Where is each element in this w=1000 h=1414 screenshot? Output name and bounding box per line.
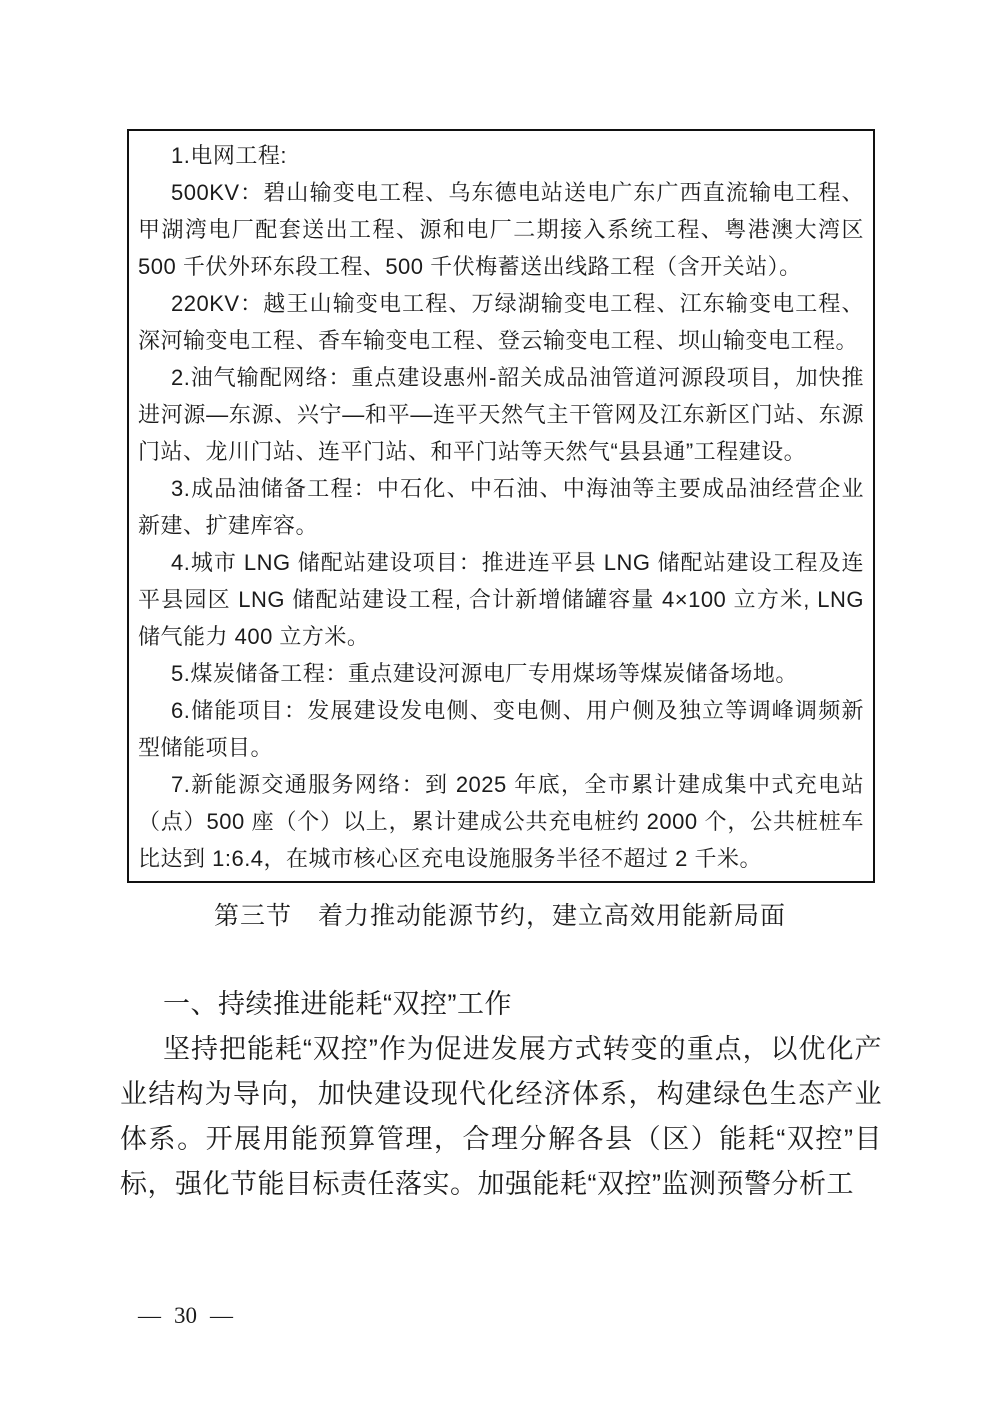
page-footer [138,1303,233,1329]
box-paragraph-oil-gas-network: 2.油气输配网络：重点建设惠州-韶关成品油管道河源段项目，加快推进河源—东源、兴宁—和平—连平天然气主干管网及江东新区门站、东源门站、龙川门站、连平门站、和平门站等天然气“县县通”工程建设。 [138,365,864,464]
box-paragraph-coal-reserve: 5.煤炭储备工程：重点建设河源电厂专用煤场等煤炭储备场地。 [171,661,798,686]
section-heading: 第三节 着力推动能源节约，建立高效用能新局面 [213,902,786,930]
box-paragraph-220kv: 220KV：越王山输变电工程、万绿湖输变电工程、江东输变电工程、深河输变电工程、香车输变电工程、登云输变电工程、坝山输变电工程。 [138,291,864,353]
box-paragraph-500kv: 500KV：碧山输变电工程、乌东德电站送电广东广西直流输电工程、甲湖湾电厂配套送出工程、源和电厂二期接入系统工程、粤港澳大湾区 500 千伏外环东段工程、500 千伏梅蓄送出线路工程（含开关站）。 [138,180,864,279]
subsection-heading: 一、持续推进能耗“双控”工作 [163,989,512,1019]
box-paragraph-ev-charging: 7.新能源交通服务网络：到 2025 年底，全市累计建成集中式充电站（点）500 座（个）以上，累计建成公共充电桩约 2000 个，公共桩桩车比达到 1:6.4，在城市核心区充电设施服务半径不超过 2 千米。 [138,772,864,871]
body-text-block [120,982,882,1207]
box-paragraph-lng-station: 4.城市 LNG 储配站建设项目：推进连平县 LNG 储配站建设工程及连平县园区 LNG 储配站建设工程, 合计新增储罐容量 4×100 立方米, LNG 储气能力 400 立方米。 [138,550,864,649]
box-paragraph-oil-reserve: 3.成品油储备工程：中石化、中石油、中海油等主要成品油经营企业新建、扩建库容。 [138,476,864,538]
page-number: 30 [174,1303,197,1328]
footer-dash-right: — [210,1303,233,1328]
box-paragraph-energy-storage: 6.储能项目：发展建设发电侧、变电侧、用户侧及独立等调峰调频新型储能项目。 [138,698,864,760]
body-paragraph: 坚持把能耗“双控”作为促进发展方式转变的重点，以优化产业结构为导向，加快建设现代化经济体系，构建绿色生态产业体系。开展用能预算管理，合理分解各县（区）能耗“双控”目标，强化节能目标责任落实。加强能耗“双控”监测预警分析工 [120,1034,882,1199]
box-paragraph-grid-projects: 1.电网工程: [171,143,287,168]
footer-dash-left: — [138,1303,161,1328]
energy-projects-box [127,129,875,883]
